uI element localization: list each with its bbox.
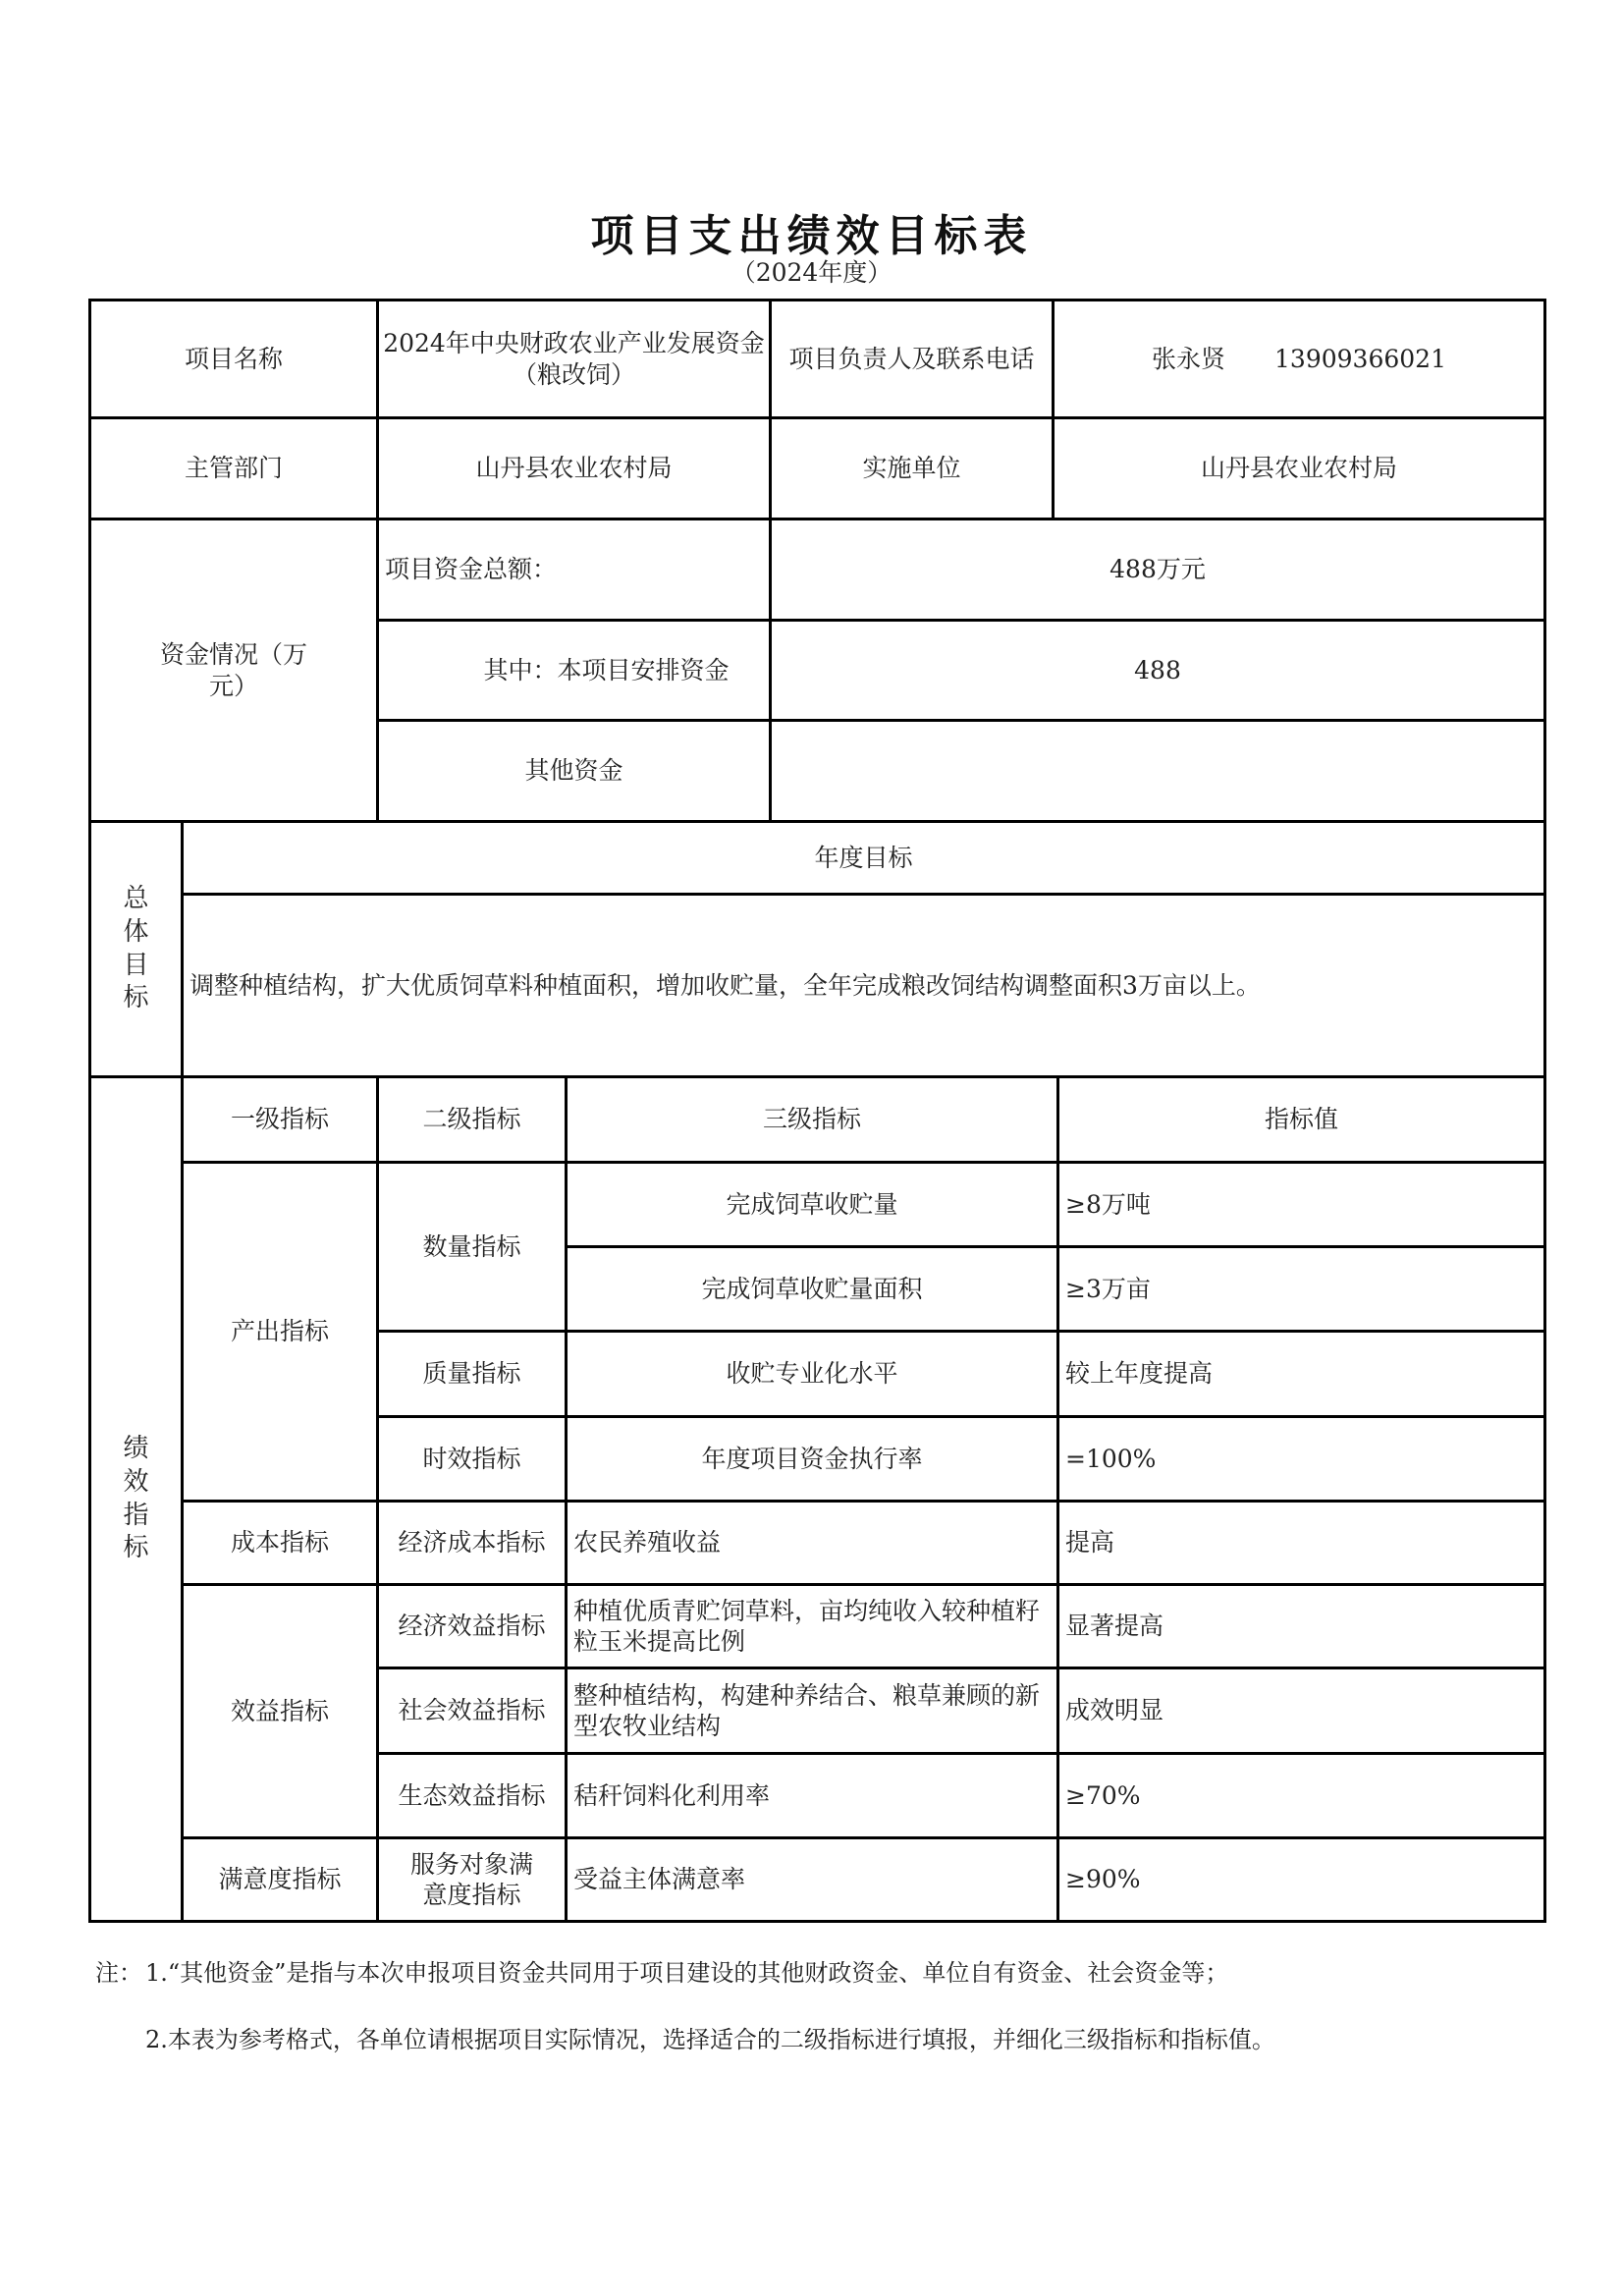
value-text: ≥3万亩 [1065, 1274, 1151, 1303]
goal-label-text: 总体目标 [123, 883, 149, 1013]
value-text: 较上年度提高 [1065, 1359, 1214, 1389]
note-2 [145, 2023, 1363, 2056]
value-row-2 [1056, 1245, 1546, 1333]
funds-arranged-label-text: 其中：本项目安排资金 [483, 655, 730, 684]
level1-output [181, 1161, 379, 1503]
value-row-8 [1056, 1752, 1546, 1839]
level3-text: 秸秆饲料化利用率 [573, 1780, 771, 1810]
level3-row-5 [565, 1500, 1059, 1586]
funds-other-label-text: 其他资金 [524, 756, 623, 786]
impl-value [1052, 416, 1546, 520]
value-row-5 [1056, 1500, 1546, 1586]
note-2-text: 2.本表为参考格式，各单位请根据项目实际情况，选择适合的二级指标进行填报，并细化三级指标和指标值。 [145, 2026, 1275, 2053]
goal-header-text: 年度目标 [814, 843, 913, 872]
value-text: ≥90% [1065, 1865, 1141, 1894]
level1-satisfaction-text: 满意度指标 [218, 1865, 342, 1894]
goal-text-content: 调整种植结构，扩大优质饲草料种植面积，增加收贮量，全年完成粮改饲结构调整面积3万亩以上。 [189, 970, 1261, 1000]
level2-social-benefit-text: 社会效益指标 [398, 1696, 546, 1725]
level2-quantity [376, 1161, 568, 1333]
project-name-value [376, 299, 772, 419]
level1-benefit-text: 效益指标 [230, 1696, 329, 1725]
funds-total-value [769, 518, 1546, 622]
level3-text: 完成饲草收贮量 [726, 1189, 898, 1219]
header-level3-text: 三级指标 [762, 1105, 861, 1134]
value-row-3 [1056, 1330, 1546, 1418]
value-row-6 [1056, 1583, 1546, 1669]
level2-econ-cost [376, 1500, 568, 1586]
level3-text: 受益主体满意率 [573, 1865, 746, 1894]
header-level1-text: 一级指标 [230, 1105, 329, 1134]
funds-other-label [376, 719, 772, 823]
value-text: ≥70% [1065, 1780, 1141, 1810]
dept-text: 山丹县农业农村局 [475, 454, 673, 483]
level3-row-6 [565, 1583, 1059, 1669]
level3-text: 年度项目资金执行率 [701, 1444, 923, 1473]
level2-econ-benefit-text: 经济效益指标 [398, 1612, 546, 1641]
level3-text: 收贮专业化水平 [726, 1359, 898, 1389]
level2-quantity-text: 数量指标 [422, 1231, 521, 1261]
dept-label [88, 416, 379, 520]
level3-row-2 [565, 1245, 1059, 1333]
value-row-1 [1056, 1161, 1546, 1248]
level1-cost [181, 1500, 379, 1586]
level3-row-7 [565, 1667, 1059, 1755]
notes-prefix: 注： [95, 1959, 142, 1987]
project-name-label-text: 项目名称 [184, 344, 283, 373]
goal-label [88, 820, 184, 1078]
level3-row-8 [565, 1752, 1059, 1839]
level1-benefit [181, 1583, 379, 1839]
page-subtitle: （2024年度） [730, 258, 893, 287]
value-text: 成效明显 [1065, 1696, 1164, 1725]
funds-total-label [376, 518, 772, 622]
level1-output-text: 产出指标 [230, 1317, 329, 1346]
level3-text: 农民养殖收益 [573, 1528, 722, 1558]
value-row-9 [1056, 1836, 1546, 1923]
leader-text: 张永贤 13909366021 [1152, 344, 1446, 373]
funds-total-text: 488万元 [1109, 555, 1206, 584]
funds-arranged-text: 488 [1134, 655, 1181, 684]
level2-service-satisfaction-text: 服务对象满意度指标 [410, 1849, 534, 1909]
level1-satisfaction [181, 1836, 379, 1923]
level3-text: 种植优质青贮饲草料，亩均纯收入较种植籽粒玉米提高比例 [573, 1596, 1041, 1656]
leader-label-text: 项目负责人及联系电话 [788, 344, 1035, 373]
level2-social-benefit [376, 1667, 568, 1755]
value-row-4 [1056, 1415, 1546, 1503]
level2-timeliness [376, 1415, 568, 1503]
level3-text: 整种植结构，构建种养结合、粮草兼顾的新型农牧业结构 [573, 1680, 1041, 1740]
dept-label-text: 主管部门 [184, 454, 283, 483]
goal-header [181, 820, 1546, 896]
value-text: ≥8万吨 [1065, 1189, 1151, 1219]
level3-text: 完成饲草收贮量面积 [701, 1274, 923, 1303]
impl-label [769, 416, 1055, 520]
value-row-7 [1056, 1667, 1546, 1755]
funds-arranged-label [376, 619, 772, 722]
note-1 [145, 1956, 1363, 1990]
funds-arranged-value [769, 619, 1546, 722]
funds-other-value [769, 719, 1546, 823]
level2-econ-benefit [376, 1583, 568, 1669]
level3-row-1 [565, 1161, 1059, 1248]
level2-service-satisfaction [376, 1836, 568, 1923]
header-level2-text: 二级指标 [422, 1105, 521, 1134]
funds-label-text: 资金情况（万元） [159, 640, 307, 700]
value-text: 提高 [1065, 1528, 1115, 1558]
level2-quality [376, 1330, 568, 1418]
header-level1 [181, 1075, 379, 1164]
header-level2 [376, 1075, 568, 1164]
level2-quality-text: 质量指标 [422, 1359, 521, 1389]
indicators-label-text: 绩效指标 [123, 1433, 149, 1563]
project-name-label [88, 299, 379, 419]
project-name-text: 2024年中央财政农业产业发展资金（粮改饲） [383, 329, 765, 389]
level3-row-9 [565, 1836, 1059, 1923]
dept-value [376, 416, 772, 520]
impl-label-text: 实施单位 [862, 454, 961, 483]
note-1-text: 1.“其他资金”是指与本次申报项目资金共同用于项目建设的其他财政资金、单位自有资金、社会资金等； [145, 1959, 1229, 1987]
level2-timeliness-text: 时效指标 [422, 1444, 521, 1473]
level3-row-4 [565, 1415, 1059, 1503]
header-value [1056, 1075, 1546, 1164]
level2-eco-benefit [376, 1752, 568, 1839]
funds-label [88, 518, 379, 823]
funds-total-label-text: 项目资金总额： [385, 555, 558, 584]
leader-value [1052, 299, 1546, 419]
level1-cost-text: 成本指标 [230, 1528, 329, 1558]
goal-text [181, 893, 1546, 1078]
level2-econ-cost-text: 经济成本指标 [398, 1528, 546, 1558]
indicators-label [88, 1075, 184, 1923]
impl-text: 山丹县农业农村局 [1200, 454, 1397, 483]
header-level3 [565, 1075, 1059, 1164]
leader-label [769, 299, 1055, 419]
level2-eco-benefit-text: 生态效益指标 [398, 1780, 546, 1810]
level3-row-3 [565, 1330, 1059, 1418]
value-text: =100% [1065, 1444, 1157, 1473]
page-title: 项目支出绩效目标表 [590, 211, 1033, 261]
header-value-text: 指标值 [1264, 1105, 1338, 1134]
value-text: 显著提高 [1065, 1612, 1164, 1641]
